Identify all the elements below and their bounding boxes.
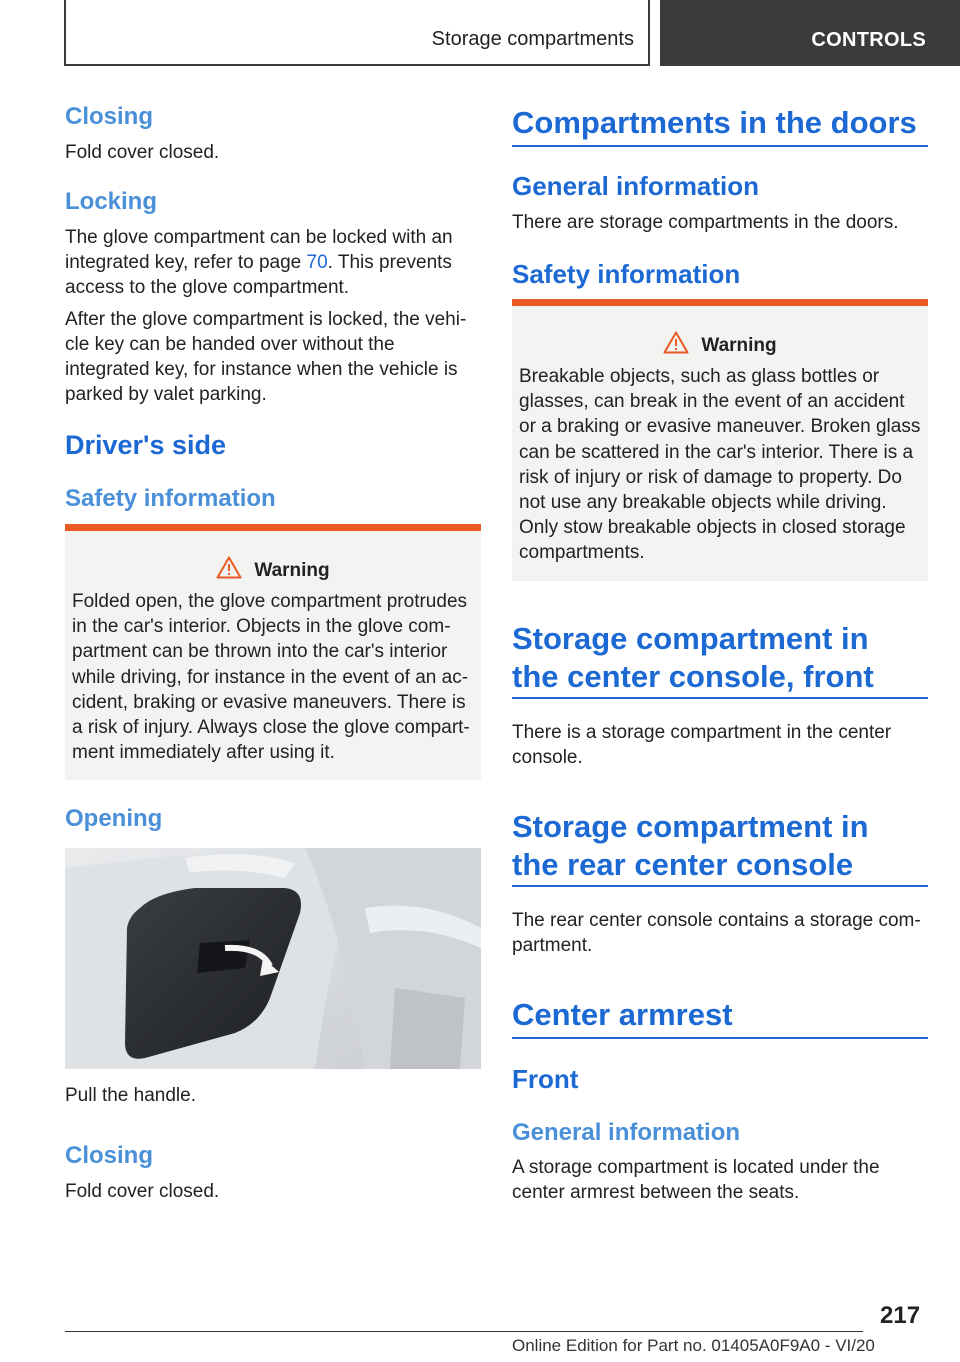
header-section-box bbox=[64, 0, 650, 66]
front-general-info-heading: General information bbox=[512, 1119, 741, 1146]
header-chapter-box bbox=[660, 0, 960, 66]
front-general-info-text: A storage compartment is located under the center armrest between the seats. bbox=[512, 1157, 880, 1203]
safety-info-heading: Safety information bbox=[65, 485, 276, 512]
opening-heading: Opening bbox=[65, 805, 163, 832]
general-info-heading: General information bbox=[512, 171, 760, 201]
heading-line: the rear center console bbox=[512, 847, 854, 882]
warning-title-right: Warning bbox=[701, 335, 777, 356]
general-info-text: There are storage compartments in the doors. bbox=[512, 212, 899, 233]
pull-handle-text: Pull the handle. bbox=[65, 1085, 196, 1106]
warning-box-right bbox=[512, 299, 928, 581]
doors-heading: Compartments in the doors bbox=[512, 105, 917, 140]
heading-line: the center console, front bbox=[512, 659, 874, 694]
center-armrest-heading: Center armrest bbox=[512, 997, 733, 1032]
center-console-front-heading bbox=[512, 620, 928, 696]
closing-heading-2: Closing bbox=[65, 1142, 153, 1169]
center-armrest-rule bbox=[512, 1037, 928, 1039]
header-section-title: Storage compartments bbox=[431, 28, 634, 50]
rear-center-console-text: The rear center console contains a storage com-partment. bbox=[512, 910, 921, 956]
locking-text-2: After the glove compartment is locked, the vehi-cle key can be handed over without the integrated key, for instance when the vehicle is parked by valet parking. bbox=[65, 309, 467, 405]
warning-header-right bbox=[512, 331, 928, 360]
warning-text: Folded open, the glove compartment protrudes in the car's interior. Objects in the glove com-partment can be thrown into the car's interior while driving, for instance in the event of an ac-cident, braking or evasive maneuvers. There is a risk of injury. Always close the glove compart-ment immediately after using it. bbox=[72, 591, 470, 764]
closing-text-2: Fold cover closed. bbox=[65, 1181, 220, 1202]
heading-line: Storage compartment in bbox=[512, 809, 869, 844]
header-chapter-title: CONTROLS bbox=[811, 29, 926, 51]
drivers-side-heading: Driver's side bbox=[65, 430, 227, 460]
doors-heading-rule bbox=[512, 145, 928, 147]
heading-line: Storage compartment in bbox=[512, 621, 869, 656]
warning-text-right: Breakable objects, such as glass bottles or glasses, can break in the event of an accident or a braking or evasive maneuver. Broken glass can be scattered in the car's interior. There is a risk of injury or risk of damage to property. Do not use any breakable objects while driving. Only stow breakable objects in closed storage compartments. bbox=[519, 366, 921, 564]
locking-text bbox=[65, 225, 481, 300]
warning-icon bbox=[663, 331, 689, 360]
locking-text-part: The glove compartment can be locked with an integrated key, refer to page bbox=[65, 227, 453, 273]
warning-header bbox=[65, 556, 481, 585]
page-link[interactable]: 70 bbox=[306, 252, 328, 273]
warning-title: Warning bbox=[254, 560, 330, 581]
locking-heading: Locking bbox=[65, 188, 158, 215]
locking-text-part: . This prevents access to the glove compartment. bbox=[65, 252, 452, 298]
footer-edition: Online Edition for Part no. 01405A0F9A0 - VI/20 bbox=[512, 1336, 875, 1355]
center-console-front-text: There is a storage compartment in the center console. bbox=[512, 722, 892, 768]
glove-compartment-photo bbox=[65, 848, 481, 1069]
center-console-front-rule bbox=[512, 697, 928, 699]
warning-icon bbox=[216, 556, 242, 585]
front-heading: Front bbox=[512, 1064, 579, 1094]
footer-rule bbox=[65, 1331, 863, 1332]
rear-center-console-rule bbox=[512, 885, 928, 887]
closing-heading: Closing bbox=[65, 103, 153, 130]
page-number: 217 bbox=[880, 1302, 921, 1329]
closing-text: Fold cover closed. bbox=[65, 142, 220, 163]
safety-info-heading-right: Safety information bbox=[512, 259, 741, 289]
rear-center-console-heading bbox=[512, 808, 928, 884]
warning-box bbox=[65, 524, 481, 780]
